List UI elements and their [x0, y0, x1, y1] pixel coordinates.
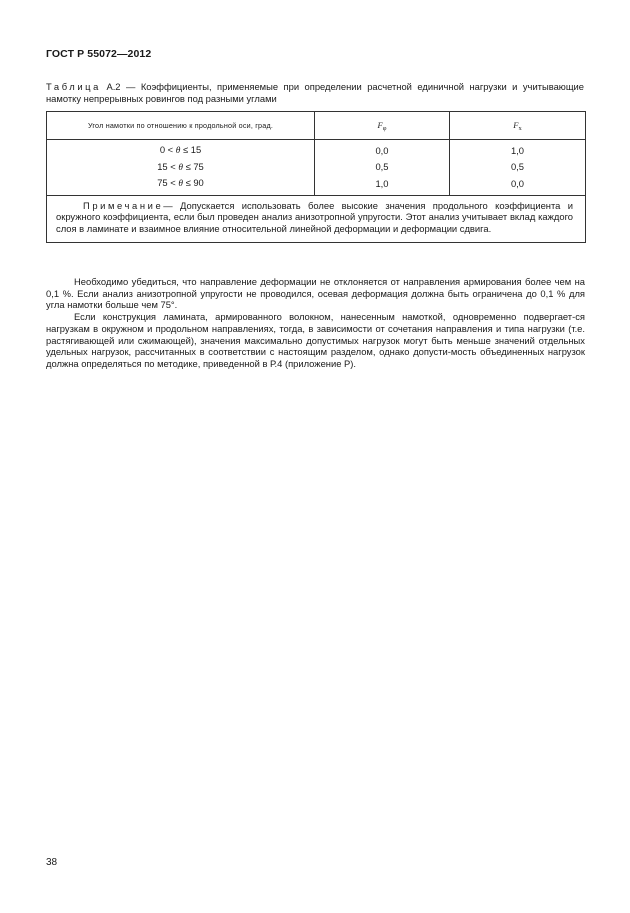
f-phi-value: 1,0: [315, 175, 450, 195]
coefficients-table: [46, 111, 586, 243]
angle-range-cell: 15 < θ ≤ 75: [47, 159, 315, 176]
table-row: [47, 175, 586, 195]
document-header: ГОСТ Р 55072—2012: [46, 48, 152, 60]
table-caption: [46, 81, 584, 104]
f-x-value: 0,0: [450, 175, 586, 195]
table-caption-text: Коэффициенты, применяемые при определении расчетной единичной нагрузки и учитывающие намотку непрерывных ровингов под разными углами: [46, 81, 584, 104]
table-note-row: [47, 195, 586, 243]
f-phi-symbol: F: [377, 119, 383, 130]
note-label: Примечание: [83, 199, 164, 211]
f-phi-subscript: φ: [382, 124, 387, 132]
table-caption-number: А.2 —: [106, 81, 136, 92]
table-caption-label: Таблица: [46, 81, 101, 92]
page-number: 38: [46, 857, 58, 868]
f-x-symbol: F: [513, 119, 519, 130]
f-x-subscript: x: [518, 124, 522, 132]
table-note: [47, 195, 586, 243]
f-x-value: 0,5: [450, 159, 586, 176]
paragraph-2: Если конструкция ламината, армированного волокном, нанесенным намоткой, одновременно подвергает-ся нагрузкам в окружном и продольном направлениях, тогда, в зависимости от сочетания направления и типа нагрузки (т.е. растягивающей или сжимающей), значения максимально допустимых нагрузок могут быть меньше значений отдельных удельных нагрузок, рассчитанных в соответствии с настоящим разделом, однако допусти-мость объединенных нагрузок должна определяться по методике, приведенной в Р.4 (приложение Р).: [46, 311, 585, 369]
column-header-f-phi: [315, 112, 450, 140]
table-row: [47, 159, 586, 176]
paragraph-1: Необходимо убедиться, что направление деформации не отклоняется от направления армирования более чем на 0,1 %. Если анализ анизотропной упругости не проводился, осевая деформация должна быть ограничена до 0,1 % для угла намотки больше чем 75°.: [46, 276, 585, 311]
body-text: [46, 276, 585, 370]
table-row: [47, 140, 586, 159]
angle-range-cell: 0 < θ ≤ 15: [47, 140, 315, 159]
angle-range-cell: 75 < θ ≤ 90: [47, 175, 315, 195]
f-phi-value: 0,5: [315, 159, 450, 176]
note-text: — Допускается использовать более высокие значения продольного коэффициента и окружного коэффициента, если был проведен анализ анизотропной упругости. Этот анализ учитывает вклад каждого слоя в ламинате и взаимное влияние относительной линейной деформации и деформации сдвига.: [56, 199, 573, 234]
column-header-angle: Угол намотки по отношению к продольной оси, град.: [47, 112, 315, 140]
f-x-value: 1,0: [450, 140, 586, 159]
f-phi-value: 0,0: [315, 140, 450, 159]
table-header-row: [47, 112, 586, 140]
column-header-f-x: [450, 112, 586, 140]
